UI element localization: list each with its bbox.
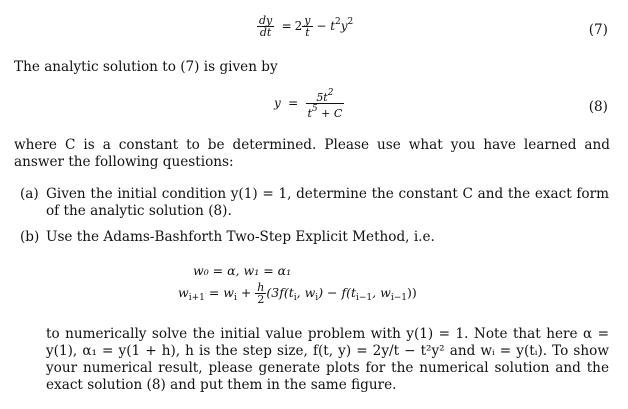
solution-fraction	[306, 88, 345, 119]
where-paragraph: where C is a constant to be determined. Please use what you have learned and answer the following questions:	[14, 137, 610, 170]
t-denominator: t	[305, 26, 310, 39]
y-exponent: 2	[347, 17, 354, 27]
ab-sub-3: i−1	[356, 293, 373, 303]
coefficient: 2	[294, 19, 303, 33]
plus-sign: +	[236, 285, 256, 300]
w-current: = w	[204, 285, 234, 300]
y-lhs: y	[274, 96, 281, 110]
equation-7-number: (7)	[588, 22, 608, 38]
denominator-rest: + C	[317, 107, 343, 120]
dt-denominator: dt	[259, 26, 272, 39]
equals-sign: =	[281, 19, 292, 33]
y-over-t-fraction	[302, 15, 312, 38]
y-variable: y	[340, 19, 348, 33]
ab-sub-2: i	[315, 293, 319, 303]
item-b-label: (b)	[20, 229, 40, 245]
ab-rest-5: ))	[406, 285, 417, 300]
equation-8-number: (8)	[588, 99, 608, 115]
h-over-2-fraction	[255, 282, 266, 305]
closing-paragraph: to numerically solve the initial value problem with y(1) = 1. Note that here α = y(1), α₁ = y(1 + h), h is the step size, f(t, y) = 2y/t − t²y² and wᵢ = y(tᵢ). To show your numerical result, please generate plots for the numerical solution and the exact solution (8) and put them in the same figure.	[46, 326, 609, 393]
h-numerator: h	[257, 281, 265, 294]
solution-numerator	[306, 88, 345, 104]
y-numerator: y	[304, 14, 311, 27]
dy-numerator: dy	[259, 14, 273, 27]
two-denominator: 2	[257, 293, 265, 306]
item-a-text: Given the initial condition y(1) = 1, determine the constant C and the exact form of the analytic solution (8).	[46, 186, 609, 219]
solution-denominator	[306, 104, 345, 119]
item-b-text: Use the Adams-Bashforth Two-Step Explicit Method, i.e.	[46, 229, 435, 245]
numerator-text: 5t	[316, 91, 328, 104]
t-exponent: 2	[335, 17, 341, 27]
denominator-t: t	[307, 107, 312, 120]
w-current-subscript: i	[233, 293, 237, 303]
ab-rest-1: (3f(t	[266, 285, 294, 300]
w-next: w	[178, 285, 189, 300]
minus-t-term: − t	[312, 19, 336, 33]
ab-initial-values: w₀ = α, w₁ = α₁	[193, 263, 292, 278]
equation-7	[0, 14, 628, 48]
equation-7-body	[257, 14, 353, 38]
intro-text: The analytic solution to (7) is given by	[14, 59, 278, 75]
ab-recurrence	[178, 282, 417, 307]
ab-rest-4: , w	[372, 285, 391, 300]
ab-rest-2: , w	[296, 285, 316, 300]
equals-sign: =	[288, 96, 299, 110]
ab-rest-3: ) − f(t	[318, 285, 357, 300]
item-a-label: (a)	[20, 186, 39, 202]
dy-dt-fraction	[257, 15, 274, 38]
ab-sub-1: i	[293, 293, 297, 303]
w-next-subscript: i+1	[188, 293, 205, 303]
equation-8	[0, 88, 628, 128]
ab-sub-4: i−1	[390, 293, 407, 303]
denominator-exponent: 5	[311, 104, 318, 114]
numerator-exponent: 2	[327, 88, 334, 98]
equation-8-body	[274, 88, 344, 119]
